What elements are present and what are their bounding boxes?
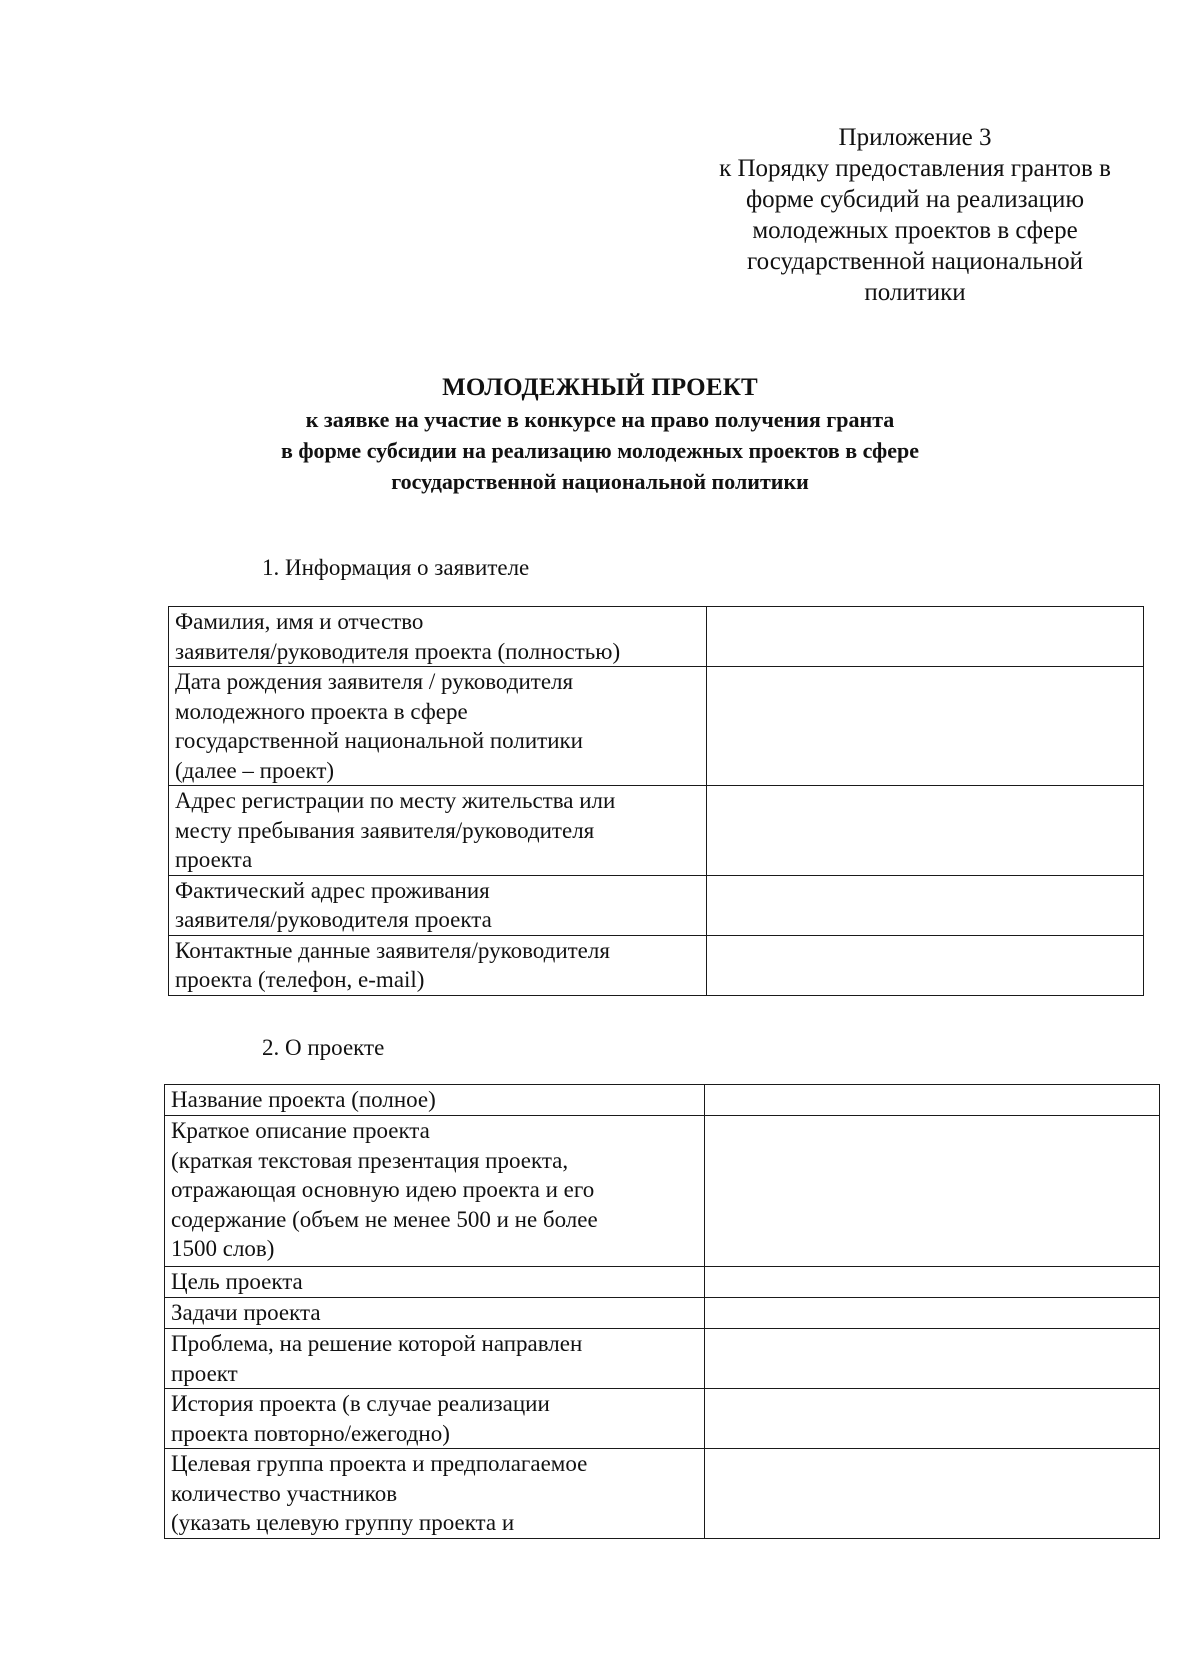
table-row xyxy=(165,1116,1160,1267)
table-row xyxy=(169,607,1144,667)
table-row xyxy=(165,1085,1160,1116)
field-label: Адрес регистрации по месту жительства или месту пребывания заявителя/руководителя проекта xyxy=(169,786,707,876)
field-label: Краткое описание проекта (краткая текстовая презентация проекта, отражающая основную идею проекта и его содержание (объем не менее 500 и не более 1500 слов) xyxy=(165,1116,705,1267)
document-subtitle-line: в форме субсидии на реализацию молодежных проектов в сфере xyxy=(280,438,920,463)
table-row xyxy=(165,1267,1160,1298)
table-row xyxy=(169,786,1144,876)
section-heading-applicant: 1. Информация о заявителе xyxy=(262,555,530,580)
field-value-cell[interactable] xyxy=(705,1267,1160,1298)
document-subtitle-line: к заявке на участие в конкурсе на право получения гранта xyxy=(305,407,895,432)
table-row xyxy=(165,1389,1160,1449)
field-value-cell[interactable] xyxy=(705,1085,1160,1116)
field-label: Контактные данные заявителя/руководителя проекта (телефон, e-mail) xyxy=(169,935,707,995)
field-value-cell[interactable] xyxy=(705,1116,1160,1267)
document-title: МОЛОДЕЖНЫЙ ПРОЕКТ xyxy=(442,374,758,401)
table-row xyxy=(165,1329,1160,1389)
field-label: Задачи проекта xyxy=(165,1298,705,1329)
field-label: История проекта (в случае реализации проекта повторно/ежегодно) xyxy=(165,1389,705,1449)
table-row xyxy=(165,1298,1160,1329)
document-title-block xyxy=(0,372,1200,497)
table-row xyxy=(165,1449,1160,1539)
field-value-cell[interactable] xyxy=(707,667,1144,786)
field-value-cell[interactable] xyxy=(705,1298,1160,1329)
field-label: Название проекта (полное) xyxy=(165,1085,705,1116)
applicant-info-table xyxy=(168,606,1144,996)
field-value-cell[interactable] xyxy=(707,875,1144,935)
field-value-cell[interactable] xyxy=(707,935,1144,995)
table-row xyxy=(169,667,1144,786)
field-label: Дата рождения заявителя / руководителя молодежного проекта в сфере государственной национальной политики (далее – проект) xyxy=(169,667,707,786)
field-value-cell[interactable] xyxy=(705,1449,1160,1539)
field-label: Целевая группа проекта и предполагаемое количество участников (указать целевую группу проекта и xyxy=(165,1449,705,1539)
appendix-line: государственной национальной xyxy=(747,248,1083,275)
field-value-cell[interactable] xyxy=(707,607,1144,667)
document-subtitle-line: государственной национальной политики xyxy=(391,469,809,494)
field-value-cell[interactable] xyxy=(705,1329,1160,1389)
field-label: Фамилия, имя и отчество заявителя/руководителя проекта (полностью) xyxy=(169,607,707,667)
appendix-header xyxy=(690,122,1140,308)
appendix-line: Приложение 3 xyxy=(838,124,992,151)
table-row xyxy=(169,935,1144,995)
appendix-line: к Порядку предоставления грантов в xyxy=(719,155,1111,182)
field-label: Цель проекта xyxy=(165,1267,705,1298)
field-label: Проблема, на решение которой направлен проект xyxy=(165,1329,705,1389)
table-row xyxy=(169,875,1144,935)
section-heading-project: 2. О проекте xyxy=(262,1035,385,1060)
field-label: Фактический адрес проживания заявителя/руководителя проекта xyxy=(169,875,707,935)
field-value-cell[interactable] xyxy=(705,1389,1160,1449)
appendix-line: политики xyxy=(864,279,966,306)
field-value-cell[interactable] xyxy=(707,786,1144,876)
appendix-line: молодежных проектов в сфере xyxy=(752,217,1078,244)
appendix-line: форме субсидий на реализацию xyxy=(745,186,1085,213)
project-info-table xyxy=(164,1084,1160,1539)
